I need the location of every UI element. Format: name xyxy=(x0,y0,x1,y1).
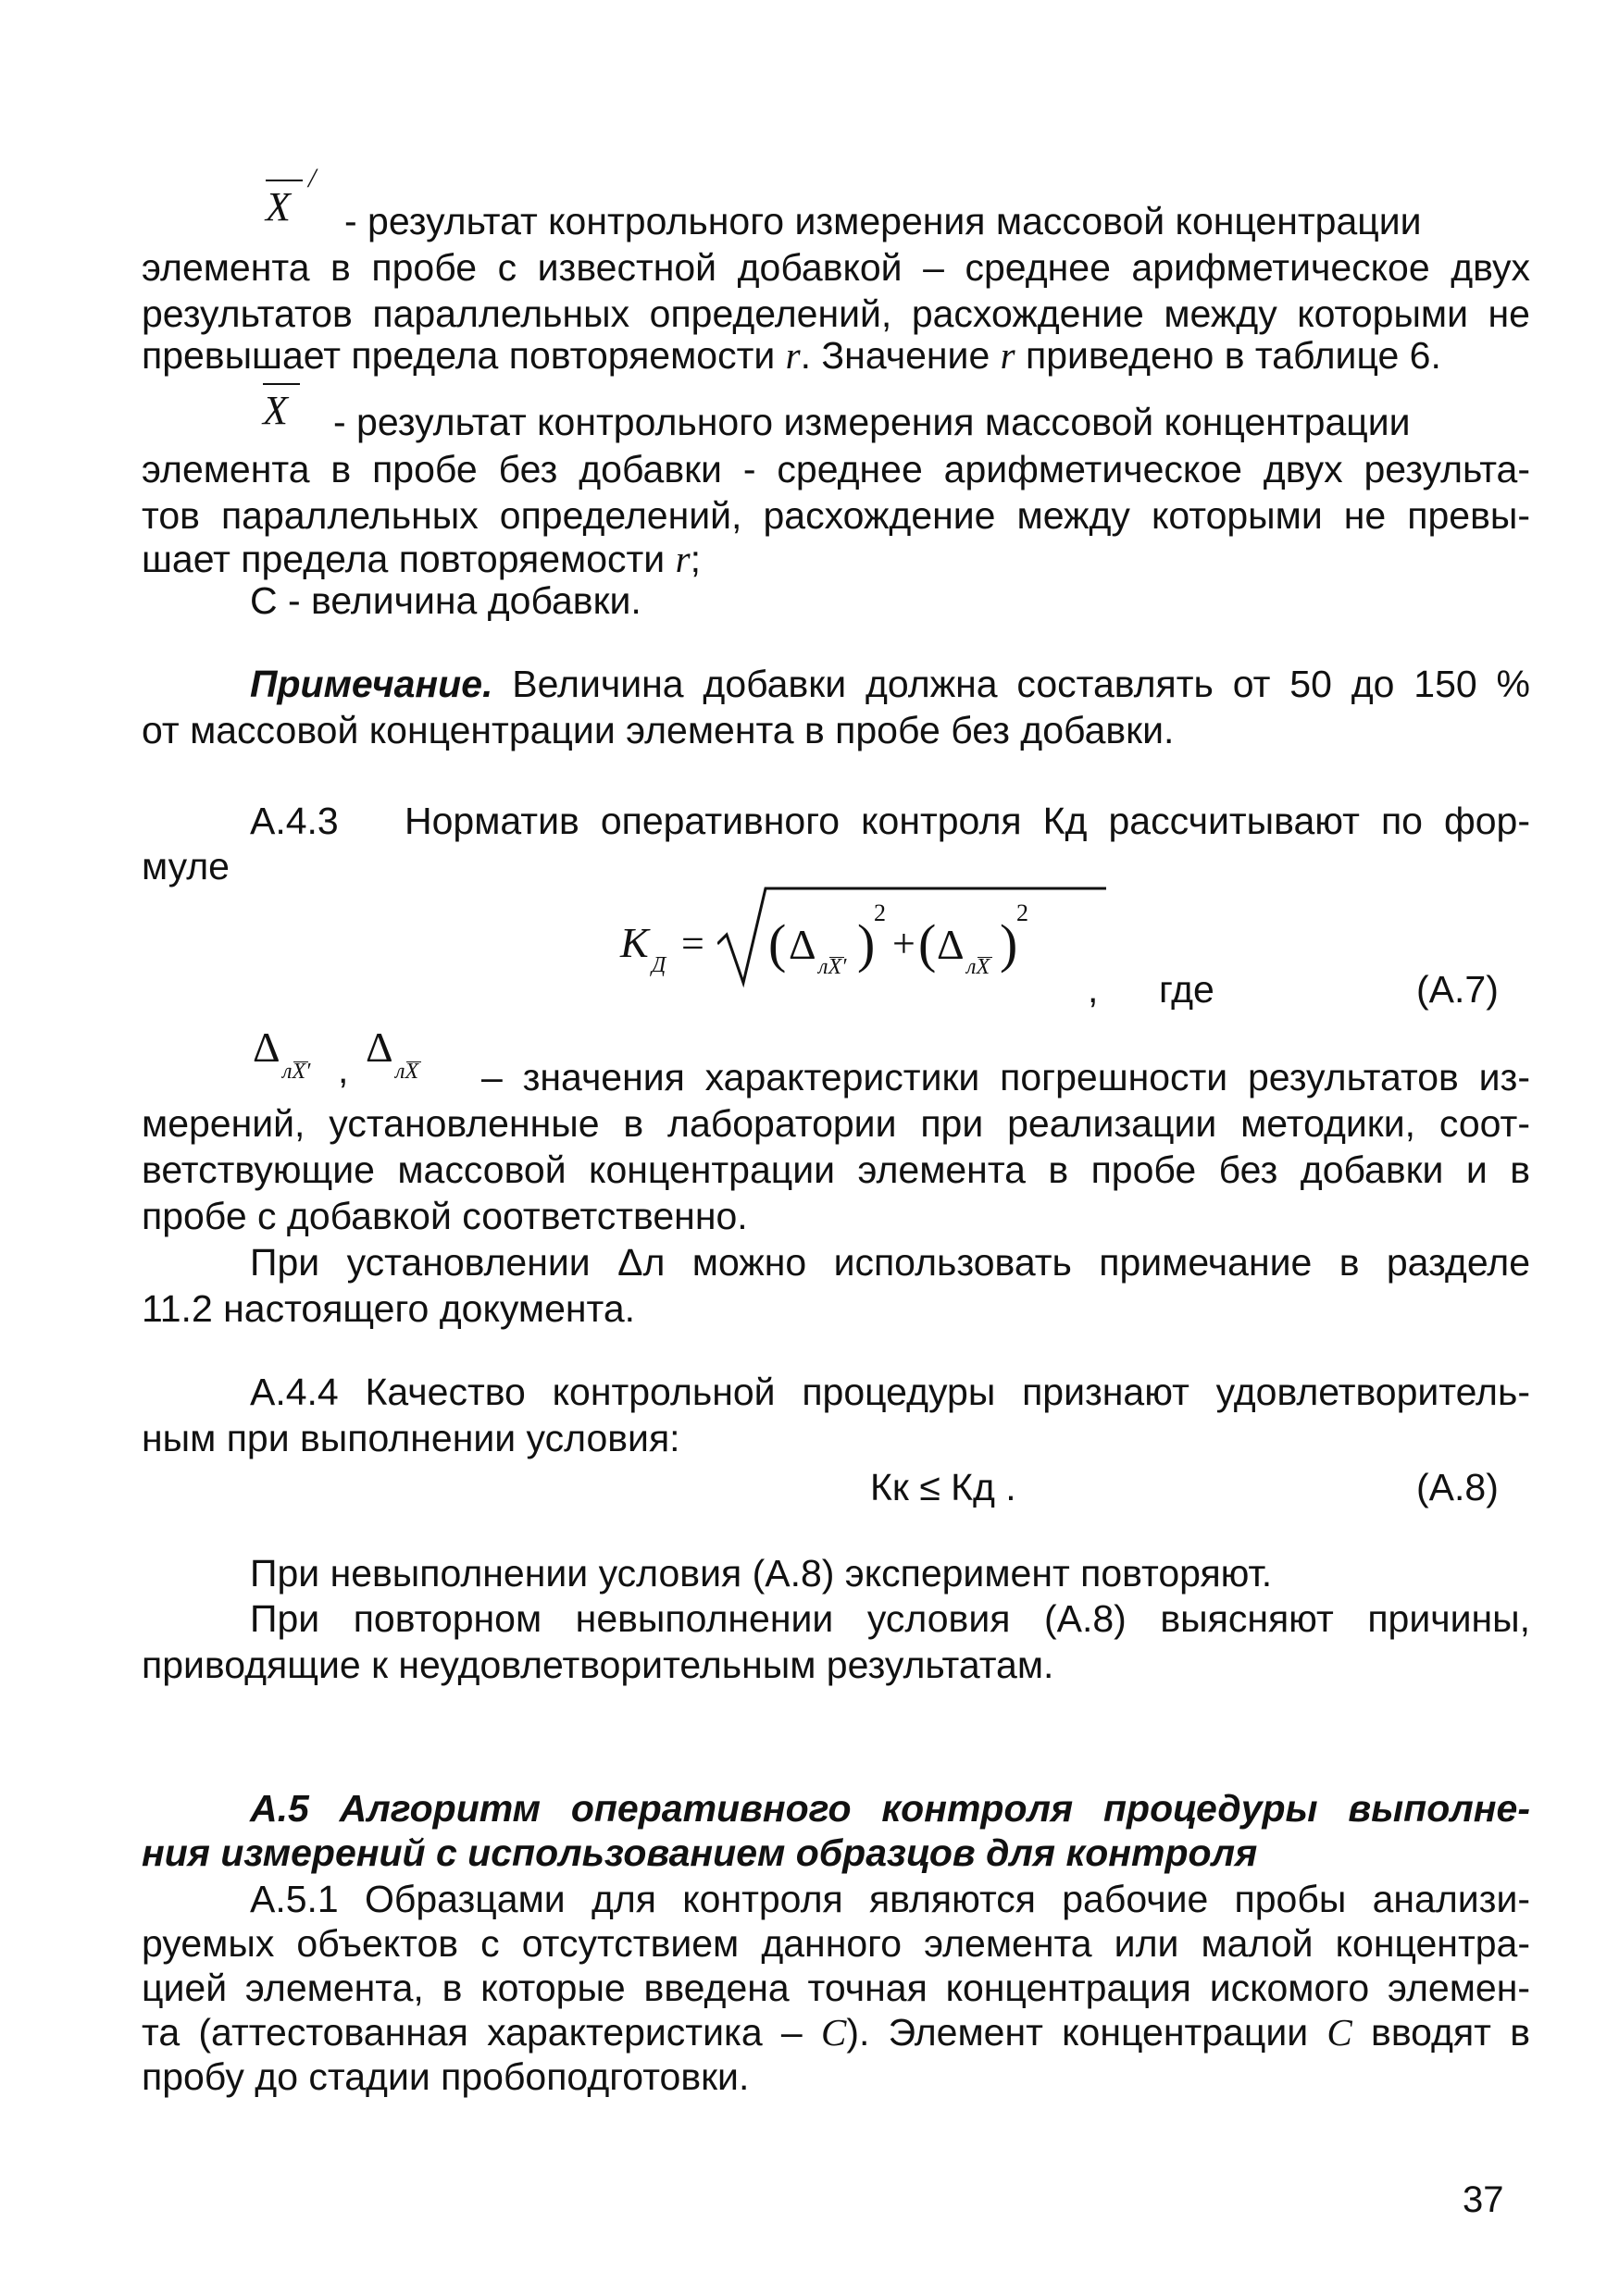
fail-line: При невыполнении условия (А.8) эксперимент повторяют. xyxy=(250,1552,1273,1595)
para-x-prime-line4: превышает предела повторяемости r. Значение r приведено в таблице 6. xyxy=(142,334,1441,377)
deltas-line3: ветствующие массовой концентрации элемента в пробе без добавки и в xyxy=(142,1148,1530,1191)
repeat-fail-line1: При повторном невыполнении условия (А.8) выясняют причины, xyxy=(250,1597,1530,1640)
note-line1: Примечание. Величина добавки должна составлять от 50 до 150 % xyxy=(250,663,1530,705)
a43-line1: Норматив оперативного контроля Кд рассчитывают по фор- xyxy=(405,800,1530,842)
para-x-prime-line1: - результат контрольного измерения массовой концентрации xyxy=(344,200,1422,242)
delta-l-line2: 11.2 настоящего документа. xyxy=(142,1287,636,1330)
a43-line2: муле xyxy=(142,845,230,887)
symbol-deltas: Δ лX′ , Δ лX xyxy=(245,1023,477,1087)
formula-a8-number: (А.8) xyxy=(1416,1466,1499,1508)
formula-a7-number: (А.7) xyxy=(1416,968,1499,1011)
a44-line2: ным при выполнении условия: xyxy=(142,1417,680,1459)
a51-line3: цией элемента, в которые введена точная концентрация искомого элемен- xyxy=(142,1967,1530,2009)
formula-a7-comma: , xyxy=(1088,968,1099,1011)
symbol-x-prime: X / xyxy=(266,163,317,230)
para-x-bar-line2: элемента в пробе без добавки - среднее арифметическое двух результа- xyxy=(142,448,1530,490)
delta-l-line1: При установлении Δл можно использовать примечание в разделе xyxy=(250,1241,1530,1284)
formula-a7: K Д = ( Δ лX′ ) 2 + ( Δ лX ) 2 xyxy=(592,879,1111,990)
a51-line2: руемых объектов с отсутствием данного элемента или малой концентра- xyxy=(142,1922,1530,1965)
para-c-definition: С - величина добавки. xyxy=(250,579,641,622)
symbol-x-bar: X xyxy=(259,379,315,435)
formula-a7-where: где xyxy=(1159,968,1214,1011)
repeat-fail-line2: приводящие к неудовлетворительным результатам. xyxy=(142,1644,1054,1686)
note-line2: от массовой концентрации элемента в пробе без добавки. xyxy=(142,709,1175,751)
deltas-line2: мерений, установленные в лаборатории при реализации методики, соот- xyxy=(142,1102,1530,1145)
section-a5-heading-line1: А.5 Алгоритм оперативного контроля процедуры выполне- xyxy=(250,1787,1530,1830)
deltas-line1: – значения характеристики погрешности результатов из- xyxy=(481,1056,1530,1098)
para-x-bar-line3: тов параллельных определений, расхождение между которыми не превы- xyxy=(142,494,1530,537)
a43-number: А.4.3 xyxy=(250,800,339,842)
a44-line1: А.4.4 Качество контрольной процедуры признают удовлетворитель- xyxy=(250,1371,1530,1413)
para-x-bar-line4: шает предела повторяемости r; xyxy=(142,538,701,580)
page-number: 37 xyxy=(1463,2179,1504,2220)
a51-line4: та (аттестованная характеристика – С). Элемент концентрации С вводят в xyxy=(142,2011,1530,2054)
para-x-prime-line3: результатов параллельных определений, расхождение между которыми не xyxy=(142,292,1530,335)
para-x-bar-line1: - результат контрольного измерения массовой концентрации xyxy=(333,401,1411,443)
a51-line1: А.5.1 Образцами для контроля являются рабочие пробы анализи- xyxy=(250,1878,1530,1920)
a51-line5: пробу до стадии пробоподготовки. xyxy=(142,2055,750,2098)
formula-a8: Кк ≤ Кд . xyxy=(870,1466,1016,1508)
para-x-prime-line2: элемента в пробе с известной добавкой – среднее арифметическое двух xyxy=(142,246,1530,289)
section-a5-heading-line2: ния измерений с использованием образцов для контроля xyxy=(142,1831,1258,1874)
deltas-line4: пробе с добавкой соответственно. xyxy=(142,1195,748,1237)
